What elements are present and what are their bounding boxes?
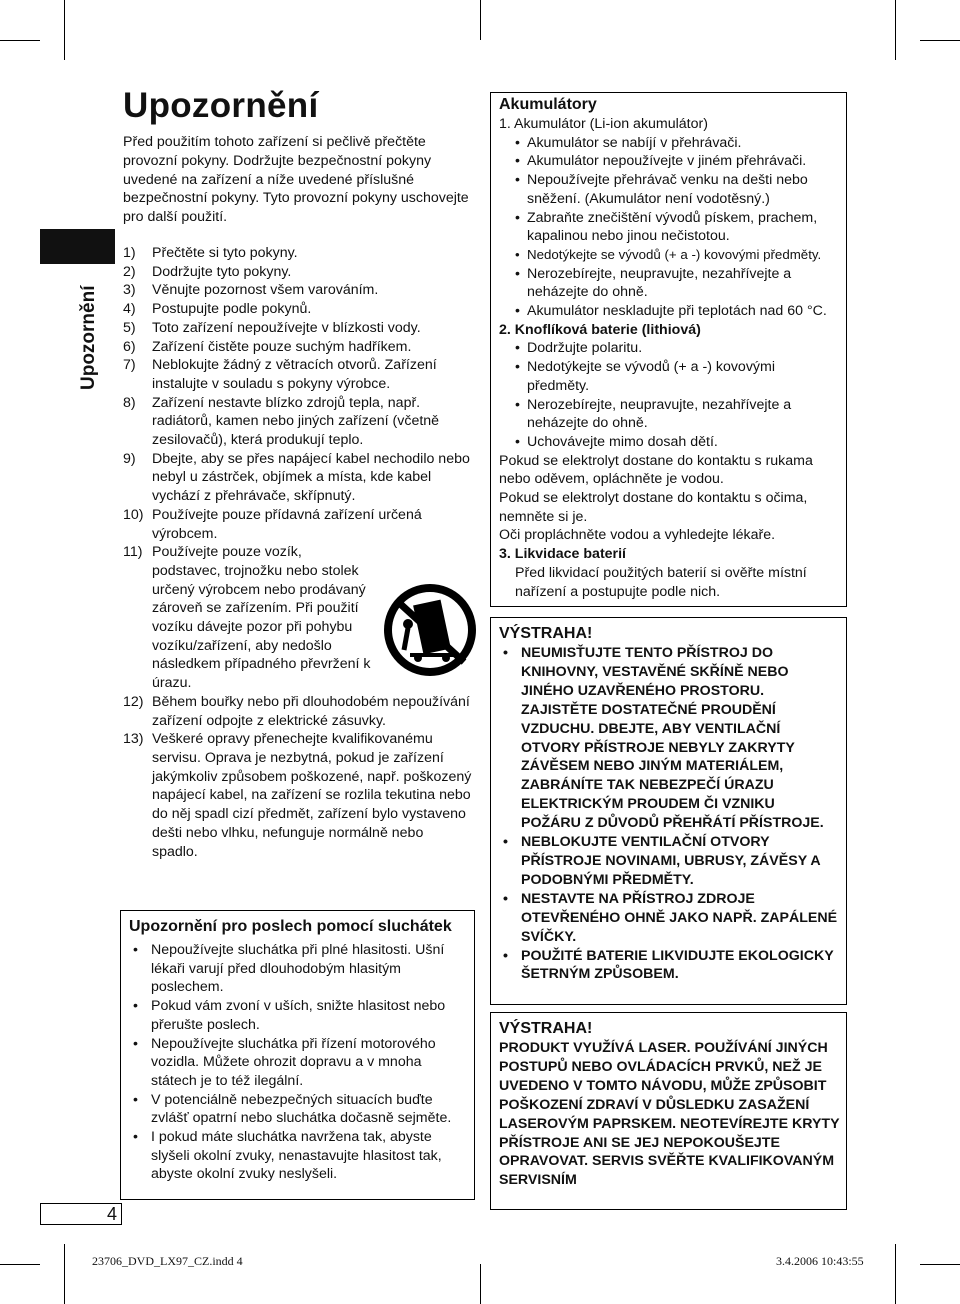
list-item [123, 244, 473, 263]
item-text: Používejte pouze vozík, podstavec, trojnožku nebo stolek určený výrobcem nebo prodávaný zároveň se zařízením. Při použití vozíku dávejte pozor při pohybu vozíku/zařízení, aby nedošlo následkem případného převržení k úrazu. [152, 544, 371, 692]
bullet-item: • Uchovávejte mimo dosah dětí. [499, 433, 840, 452]
item-text: Toto zařízení nepoužívejte v blízkosti vody. [152, 319, 421, 336]
intro-paragraph: Před použitím tohoto zařízení si pečlivě přečtěte provozní pokyny. Dodržujte bezpečnostní pokyny uvedené na zařízení a níže uvedené příslušné bezpečnostní pokyny. Tyto provozní pokyny uschovejte pro další použití. [123, 134, 469, 226]
rinse-paragraph: Oči propláchněte vodou a vyhledejte lékaře. [499, 527, 776, 544]
list-item [123, 356, 473, 393]
warning-bullets [499, 644, 838, 984]
item-number: 1) [123, 245, 136, 261]
laser-warning-text: PRODUKT VYUŽÍVÁ LASER. POUŽÍVÁNÍ JINÝCH POSTUPŮ NEBO OVLÁDACÍCH PRVKŮ, NEŽ JE UVEDENO V TOMTO NÁVODU, MŮŽE ZPŮSOBIT POŠKOZENÍ ZDRAVÍ V DŮSLEDKU ZASAŽENÍ LASEROVÝM PAPRSKEM. NEOTEVÍREJTE KRYTY PŘÍSTROJE ANI SE JEJ NEPOKOUŠEJTE OPRAVOVAT. SERVIS SVĚŘTE KVALIFIKOVANÝM SERVISNÍM [499, 1040, 840, 1189]
bullet-item: • Nedotýkejte se vývodů (+ a -) kovovými předměty. [499, 246, 840, 265]
bullet-item: • POUŽITÉ BATERIE LIKVIDUJTE EKOLOGICKY ŠETRNÝM ZPŮSOBEM. [499, 947, 838, 985]
bullet-item: • Nepoužívejte sluchátka při plné hlasitosti. Ušní lékaři varují před dlouhodobým hlasitým poslechem. [129, 941, 468, 997]
item-text: Veškeré opravy přenechejte kvalifikovanému servisu. Oprava je nezbytná, pokud je zařízení jakýmkoliv způsobem poškozené, např. poškozený napájecí kabel, na zařízení se rozlila tekutina nebo do něj spadl cizí předmět, zařízení bylo vystaveno dešti nebo vlhku, nefunguje normálně nebo spadlo. [152, 731, 472, 860]
section-tab [40, 229, 115, 264]
item-text: Dbejte, aby se přes napájecí kabel nechodilo nebo nebyl u zástrček, objímek a místa, kde kabel vychází z přehrávače, skřípnutý. [152, 450, 470, 505]
warning-box-laser [490, 1012, 847, 1210]
list-item [123, 450, 473, 506]
list-item [123, 281, 473, 300]
crop-mark [895, 1244, 896, 1304]
bullet-item: • Akumulátor nepoužívejte v jiném přehrávači. [499, 152, 840, 171]
batteries-box [490, 92, 847, 607]
bullet-item: • Akumulátor neskladujte při teplotách nad 60 °C. [499, 302, 840, 321]
coin-battery-bullets [499, 339, 840, 451]
disposal-subheading: 3. Likvidace baterií [499, 546, 626, 563]
list-item [123, 263, 473, 282]
crop-mark [64, 0, 65, 60]
bullet-item: • Nerozebírejte, neupravujte, nezahřívejte a neházejte do ohně. [499, 265, 840, 302]
crop-mark [480, 1264, 481, 1304]
item-text: Věnujte pozornost všem varováním. [152, 282, 379, 299]
crop-mark [0, 1264, 40, 1265]
item-text: Používejte pouze přídavná zařízení určená výrobcem. [152, 506, 422, 542]
item-number: 5) [123, 319, 136, 336]
bullet-item: • Nepoužívejte přehrávač venku na dešti nebo sněžení. (Akumulátor není vodotěsný.) [499, 171, 840, 208]
li-ion-subheading: 1. Akumulátor (Li-ion akumulátor) [499, 116, 708, 132]
electrolyt-eyes-paragraph: Pokud se elektrolyt dostane do kontaktu s očima, nemněte si je. [499, 490, 808, 525]
crop-mark [895, 0, 896, 60]
bullet-item: • Nerozebírejte, neupravujte, nezahřívejte a neházejte do ohně. [499, 396, 840, 433]
crop-mark [64, 1244, 65, 1304]
page-number-box [40, 1203, 122, 1225]
crop-mark [0, 40, 40, 41]
section-side-label-text: Upozornění [78, 285, 99, 390]
item-text: Postupujte podle pokynů. [152, 301, 312, 318]
headphones-caution-box [120, 910, 475, 1200]
disposal-text: Před likvidací použitých baterií si ověřte místní nařízení a postupujte podle nich. [515, 564, 807, 600]
item-text: Zařízení nestavte blízko zdrojů tepla, např. radiátorů, kamen nebo jiných zařízení (včetně zesilovačů), která produkují teplo. [152, 394, 440, 449]
safety-instructions-list [123, 244, 473, 861]
bullet-item: • I pokud máte sluchátka navržena tak, abyste slyšeli okolní zvuky, nenastavujte hlasitost tak, abyste okolní zvuky neslyšeli. [129, 1128, 468, 1184]
bullet-item: • V potenciálně nebezpečných situacích buďte zvlášť opatrní nebo sluchátka dočasně sejměte. [129, 1091, 468, 1128]
bullet-item: • NEBLOKUJTE VENTILAČNÍ OTVORY PŘÍSTROJE NOVINAMI, UBRUSY, ZÁVĚSY A PODOBNÝMI PŘEDMĚTY. [499, 833, 838, 890]
item-text: Během bouřky nebo při dlouhodobém nepoužívání zařízení odpojte z elektrické zásuvky. [152, 693, 470, 729]
list-item [123, 730, 473, 861]
list-item [123, 338, 473, 357]
list-item [123, 319, 473, 338]
item-number: 4) [123, 301, 136, 318]
warning-heading: VÝSTRAHA! [499, 625, 593, 642]
section-side-label [78, 270, 104, 390]
item-text: Přečtěte si tyto pokyny. [152, 245, 298, 261]
headphones-bullets [129, 941, 468, 1184]
bullet-item: • Nedotýkejte se vývodů (+ a -) kovovými předměty. [499, 358, 840, 395]
footer-file-name: 23706_DVD_LX97_CZ.indd 4 [92, 1254, 243, 1268]
item-number: 3) [123, 282, 136, 299]
bullet-item: • NEUMISŤUJTE TENTO PŘÍSTROJ DO KNIHOVNY, VESTAVĚNÉ SKŘÍNĚ NEBO JINÉHO UZAVŘENÉHO PROSTORU. ZAJISTĚTE DOSTATEČNÉ PROUDĚNÍ VZDUCHU. DBEJTE, ABY VENTILAČNÍ OTVORY PŘÍSTROJE NEBYLY ZAKRYTY ZÁVĚSEM NEBO JINÝM MATERIÁLEM, ZABRÁNÍTE TAK NEBEZPEČÍ ÚRAZU ELEKTRICKÝM PROUDEM ČI VZNIKU POŽÁRU Z DŮVODŮ PŘEHŘÁTÍ PŘÍSTROJE. [499, 644, 838, 833]
list-item [123, 506, 473, 543]
electrolyt-paragraph: Pokud se elektrolyt dostane do kontaktu s rukama nebo oděvem, opláchněte je vodou. [499, 452, 813, 488]
item-number: 7) [123, 357, 136, 374]
item-number: 13) [123, 731, 144, 748]
warning-heading: VÝSTRAHA! [499, 1020, 593, 1037]
batteries-heading: Akumulátory [499, 96, 597, 113]
item-number: 2) [123, 263, 136, 280]
bullet-item: • Zabraňte znečištění vývodů pískem, prachem, kapalinou nebo jinou nečistotou. [499, 209, 840, 246]
item-number: 11) [123, 544, 143, 561]
item-text: Neblokujte žádný z větracích otvorů. Zařízení instalujte v souladu s pokyny výrobce. [152, 357, 437, 392]
list-item [123, 394, 473, 450]
item-text: Zařízení čistěte pouze suchým hadříkem. [152, 338, 412, 355]
item-number: 8) [123, 394, 136, 411]
cart-tip-over-warning-icon [380, 580, 480, 680]
bullet-item: • Akumulátor se nabíjí v přehrávači. [499, 134, 840, 153]
item-text: Dodržujte tyto pokyny. [152, 263, 292, 280]
warning-box-ventilation [490, 617, 847, 1005]
coin-battery-subheading: 2. Knoflíková baterie (lithiová) [499, 321, 701, 338]
item-number: 6) [123, 338, 136, 355]
crop-mark [480, 0, 481, 40]
item-number: 9) [123, 450, 136, 467]
bullet-item: • NESTAVTE NA PŘÍSTROJ ZDROJE OTEVŘENÉHO OHNĚ JAKO NAPŘ. ZAPÁLENÉ SVÍČKY. [499, 890, 838, 947]
item-number: 10) [123, 506, 144, 523]
list-item [123, 300, 473, 319]
footer-timestamp: 3.4.2006 10:43:55 [776, 1254, 864, 1268]
headphones-heading: Upozornění pro poslech pomocí sluchátek [129, 918, 452, 935]
crop-mark [920, 1264, 960, 1265]
crop-mark [920, 40, 960, 41]
li-ion-bullets [499, 134, 840, 321]
bullet-item: • Nepoužívejte sluchátka při řízení motorového vozidla. Můžete ohrozit dopravu a v mnoha státech je to též ilegální. [129, 1035, 468, 1091]
page-title: Upozornění [123, 86, 319, 125]
item-number: 12) [123, 693, 144, 710]
list-item [123, 693, 473, 730]
page-number: 4 [106, 1204, 117, 1224]
bullet-item: • Pokud vám zvoní v uších, snižte hlasitost nebo přerušte poslech. [129, 997, 468, 1034]
bullet-item: • Dodržujte polaritu. [499, 339, 840, 358]
